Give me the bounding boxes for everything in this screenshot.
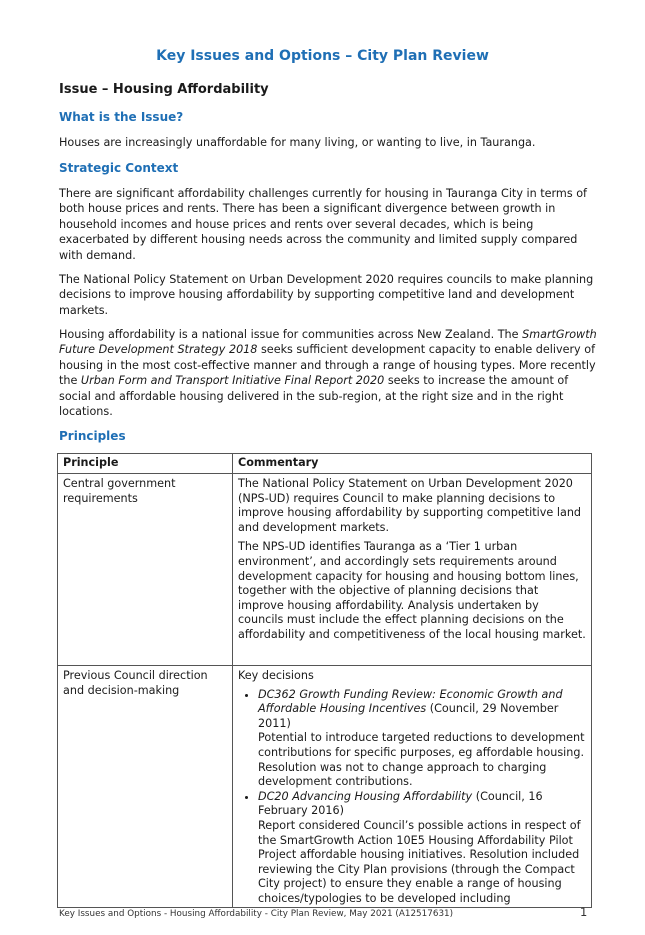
commentary-paragraph: The National Policy Statement on Urban Development 2020 (NPS-UD) requires Council to make planning decisions to improve housing affordability by supporting competitive land and development markets. [238, 477, 582, 534]
key-decisions-label: Key decisions [238, 669, 314, 682]
p3-smartgrowth-title: SmartGrowth Future Development Strategy 2018 [59, 328, 597, 357]
p3-text-a: Housing affordability is a national issue for communities across New Zealand. The [59, 328, 523, 341]
strategic-context-paragraph-2: The National Policy Statement on Urban Development 2020 requires councils to make planning decisions to improve housing affordability by supporting competitive land and development markets. [59, 273, 594, 317]
table-header-row [58, 454, 592, 474]
p3-text-c: seeks sufficient development capacity to enable delivery of housing in the most cost-effective manner and through a range of housing types. More recently the [59, 343, 596, 388]
table-row [58, 474, 592, 666]
decision-text: Report considered Council’s possible actions in respect of the SmartGrowth Action 10E5 Housing Affordability Pilot Project affordable housing initiatives. Resolution included reviewing the City Plan provisions (through the Compact City project) to ensure they enable a range of housing choices/typologies to be developed including [258, 818, 581, 905]
principles-table [57, 453, 592, 908]
p3-text-e: seeks to increase the amount of social and affordable housing delivered in the sub-region, at the right size and in the right locations. [59, 374, 569, 419]
commentary-column-header: Commentary [233, 454, 592, 474]
decision-title: DC362 Growth Funding Review: Economic Growth and Affordable Housing Incentives [258, 687, 563, 716]
list-item [258, 688, 586, 790]
principle-cell: Central government requirements [58, 474, 233, 666]
principles-heading: Principles [59, 429, 126, 443]
table-row [58, 666, 592, 908]
decision-title: DC20 Advancing Housing Affordability [258, 789, 473, 803]
list-item [258, 790, 586, 907]
strategic-context-paragraph-3 [59, 327, 599, 419]
p3-ufti-title: Urban Form and Transport Initiative Final Report 2020 [80, 374, 385, 388]
principle-cell: Previous Council direction and decision-making [58, 666, 233, 908]
decision-meta: (Council, 16 February 2016) [258, 789, 543, 818]
strategic-context-heading: Strategic Context [59, 161, 179, 175]
strategic-context-paragraph-1: There are significant affordability challenges currently for housing in Tauranga City in terms of both house prices and rents. There has been a significant divergence between growth in household incomes and house prices and rents over several decades, which is being exacerbated by different housing needs across the community and limited supply compared with demand. [59, 187, 587, 262]
decision-meta: (Council, 29 November 2011) [258, 702, 559, 730]
page-footer: Key Issues and Options - Housing Affordability - City Plan Review, May 2021 (A12517631) [59, 909, 454, 919]
commentary-paragraph: The NPS-UD identifies Tauranga as a ‘Tier 1 urban environment’, and accordingly sets requirements around development capacity for housing and housing bottom lines, together with the objective of planning decisions that improve housing affordability. Analysis undertaken by councils must include the effect planning decisions on the affordability and competitiveness of the local housing market. [238, 540, 586, 641]
commentary-cell [233, 666, 592, 908]
what-is-the-issue-text: Houses are increasingly unaffordable for many living, or wanting to live, in Tauranga. [59, 136, 536, 149]
decision-text: Potential to introduce targeted reductions to development contributions for specific purposes, eg affordable housing. Resolution was not to change approach to charging development contributions. [258, 731, 585, 789]
commentary-cell [233, 474, 592, 666]
issue-heading: Issue – Housing Affordability [59, 82, 269, 97]
what-is-the-issue-heading: What is the Issue? [59, 110, 184, 124]
key-decisions-list [238, 688, 586, 907]
page-title: Key Issues and Options – City Plan Review [156, 48, 489, 64]
principle-column-header: Principle [58, 454, 233, 474]
page-number: 1 [580, 905, 588, 919]
